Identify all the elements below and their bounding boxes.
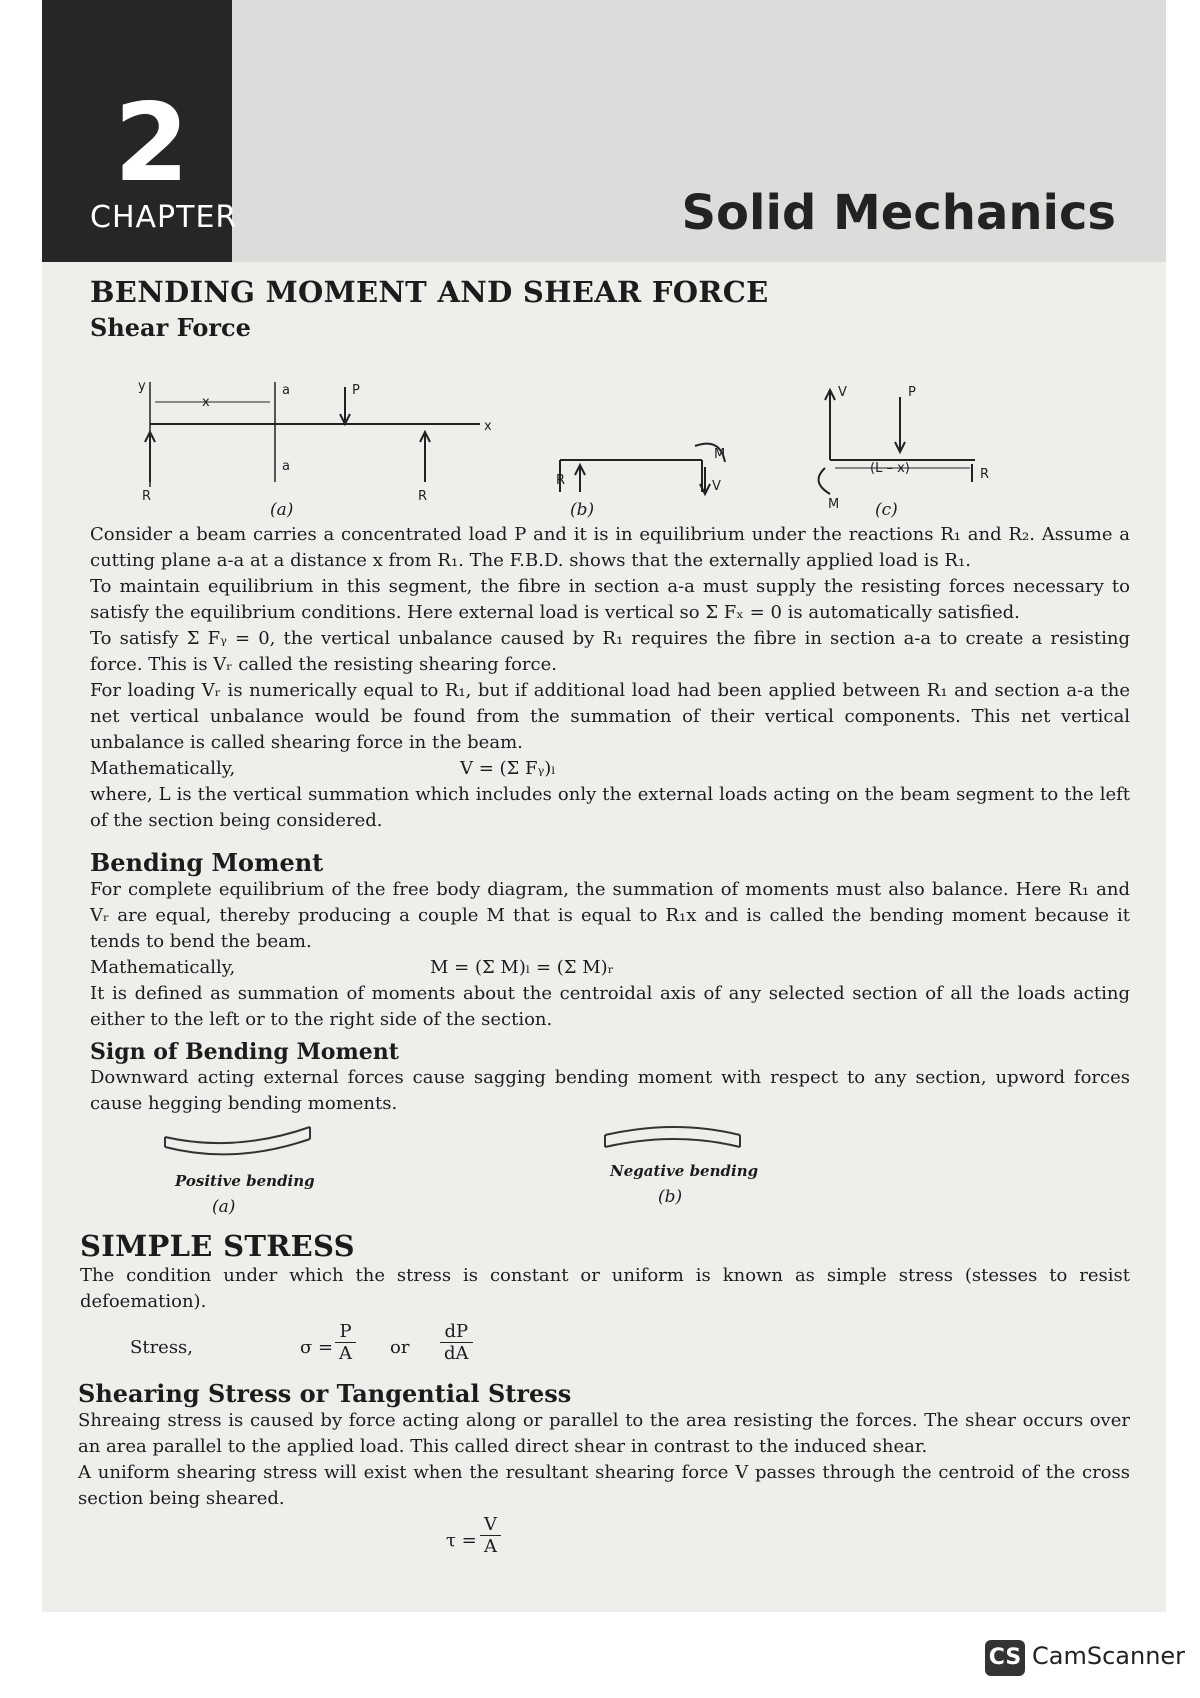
label-r2-c: R <box>980 467 990 482</box>
bm-para-2: It is defined as summation of moments about the centroidal axis of any selected section of all the loads acting either to the left or to the right side of the section. <box>90 983 1130 1030</box>
shearing-stress-para-1: Shreaing stress is caused by force acting along or parallel to the area resisting the forces. The shear occurs over an area parallel to the applied load. This called direct shear in contrast to the induced shear. <box>78 1410 1130 1457</box>
label-r2-a: R <box>418 489 428 504</box>
fig-caption-b: (b) <box>570 500 595 520</box>
chapter-word: CHAPTER <box>90 200 238 235</box>
bm-math-line <box>90 955 1130 981</box>
shear-para-2: To maintain equilibrium in this segment, the fibre in section a-a must supply the resisting forces necessary to satisfy the equilibrium conditions. Here external load is vertical so Σ Fₓ = 0 is automatically satisfied. <box>90 576 1130 623</box>
content <box>78 275 1130 1566</box>
label-x-axis: x <box>484 419 492 434</box>
shearing-stress-heading: Shearing Stress or Tangential Stress <box>78 1379 572 1408</box>
bm-para-1: For complete equilibrium of the free body diagram, the summation of moments must also balance. Here R₁ and Vᵣ are equal, thereby producing a couple M that is equal to R₁x and is called the bending moment because it tends to bend the beam. <box>90 879 1130 952</box>
fraction-a-tau: A <box>484 1536 497 1557</box>
or-word: or <box>390 1337 410 1358</box>
shear-math-eq: V = (Σ Fᵧ)ₗ <box>460 758 556 779</box>
shear-para-4: For loading Vᵣ is numerically equal to R₁, but if additional load had been applied between R₁ and section a-a the net vertical unbalance would be found from the summation of their vertical components. This net vertical unbalance is called shearing force in the beam. <box>90 680 1130 753</box>
label-m-c: M <box>828 497 840 512</box>
bending-figures <box>90 1117 1130 1227</box>
fraction-p: P <box>335 1321 356 1343</box>
shear-math-line <box>90 756 1130 782</box>
tau-symbol: τ = <box>446 1530 477 1551</box>
label-r1-b: R <box>556 473 566 488</box>
fig-caption-c: (c) <box>875 500 898 520</box>
chapter-box <box>42 0 238 262</box>
fig-caption-a: (a) <box>270 500 294 520</box>
fraction-da: dA <box>444 1343 469 1364</box>
moment-arc-c <box>819 468 830 494</box>
label-v-c: V <box>838 385 847 400</box>
fraction-v-a <box>480 1514 501 1557</box>
sign-bm-heading: Sign of Bending Moment <box>90 1039 399 1065</box>
positive-bending-caption: (a) <box>212 1197 236 1217</box>
shear-force-figures <box>90 342 1130 522</box>
stress-formula <box>90 1319 1130 1375</box>
fraction-v: V <box>480 1514 501 1536</box>
shear-force-heading: Shear Force <box>90 313 251 342</box>
bending-moment-heading: Bending Moment <box>90 848 324 877</box>
shear-force-diagram <box>90 342 1130 522</box>
bm-math-eq: M = (Σ M)ₗ = (Σ M)ᵣ <box>430 957 614 978</box>
label-a-top: a <box>282 383 290 398</box>
label-m-b: M <box>714 447 726 462</box>
fraction-dp: dP <box>440 1321 473 1343</box>
label-l-x: (L – x) <box>870 461 910 476</box>
negative-beam-bottom <box>605 1139 740 1147</box>
document-page <box>42 0 1166 1612</box>
bm-math-label: Mathematically, <box>90 957 236 978</box>
camscanner-logo: CS <box>985 1640 1025 1676</box>
label-p-c: P <box>908 385 916 400</box>
label-r1-a: R <box>142 489 152 504</box>
shear-para-1: Consider a beam carries a concentrated load P and it is in equilibrium under the reactions R₁ and R₂. Assume a cutting plane a-a at a distance x from R₁. The F.B.D. shows that the externally applied load is R₁. <box>90 524 1130 571</box>
positive-beam-top <box>165 1127 310 1143</box>
sigma-symbol: σ = <box>300 1337 334 1358</box>
shear-para-3: To satisfy Σ Fᵧ = 0, the vertical unbalance caused by R₁ requires the fibre in section a-a to create a resisting force. This is Vᵣ called the resisting shearing force. <box>90 628 1130 675</box>
negative-bending-caption: (b) <box>658 1187 683 1207</box>
shear-para-5: where, L is the vertical summation which includes only the external loads acting on the beam segment to the left of the section being considered. <box>90 784 1130 831</box>
fraction-p-a <box>335 1321 356 1364</box>
shear-math-label: Mathematically, <box>90 758 236 779</box>
section-heading-bm-sf: BENDING MOMENT AND SHEAR FORCE <box>90 275 769 309</box>
positive-bending-label: Positive bending <box>175 1172 315 1190</box>
chapter-title: Solid Mechanics <box>681 185 1116 241</box>
tau-formula <box>90 1512 1130 1566</box>
shearing-stress-para-2: A uniform shearing stress will exist when the resultant shearing force V passes through the centroid of the cross section being sheared. <box>78 1462 1130 1509</box>
simple-stress-heading: SIMPLE STRESS <box>80 1229 355 1263</box>
sign-para: Downward acting external forces cause sagging bending moment with respect to any section, upword forces cause hegging bending moments. <box>90 1067 1130 1114</box>
negative-bending-label: Negative bending <box>610 1162 759 1180</box>
fraction-dp-da <box>440 1321 473 1364</box>
fraction-a: A <box>339 1343 352 1364</box>
simple-stress-para: The condition under which the stress is constant or uniform is known as simple stress (stesses to resist defoemation). <box>80 1265 1130 1312</box>
chapter-number: 2 <box>114 81 190 206</box>
label-x-dim: x <box>202 395 210 410</box>
stress-label: Stress, <box>130 1337 194 1358</box>
label-a-bot: a <box>282 459 290 474</box>
label-p: P <box>352 383 360 398</box>
label-v-b: V <box>712 479 721 494</box>
camscanner-brand: CamScanner <box>1032 1642 1186 1670</box>
label-y: y <box>138 379 146 394</box>
negative-beam-top <box>605 1127 740 1135</box>
